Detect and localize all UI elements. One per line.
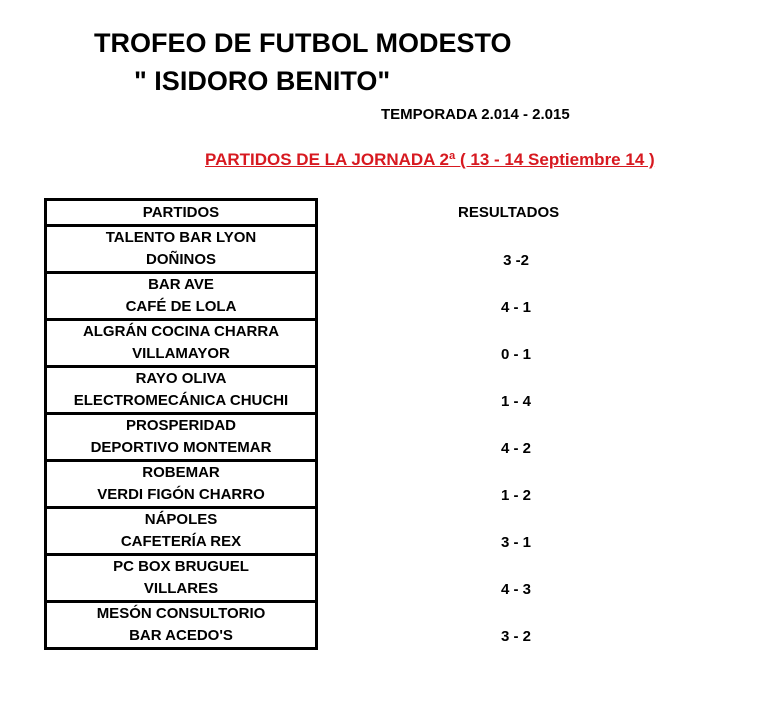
away-team: CAFETERÍA REX <box>120 533 242 550</box>
season-label: TEMPORADA 2.014 - 2.015 <box>381 106 570 123</box>
away-team: VERDI FIGÓN CHARRO <box>97 486 265 503</box>
page-title-line-1: TROFEO DE FUTBOL MODESTO <box>94 28 512 58</box>
match-score: 0 - 1 <box>500 346 531 363</box>
match-row <box>47 415 315 462</box>
home-team: ALGRÁN COCINA CHARRA <box>82 323 280 340</box>
matches-column-header: PARTIDOS <box>47 201 315 227</box>
away-team: VILLARES <box>143 580 219 597</box>
match-score: 4 - 3 <box>500 581 531 598</box>
match-score: 3 - 1 <box>500 534 531 551</box>
match-score: 1 - 4 <box>500 393 531 410</box>
away-team: BAR ACEDO'S <box>129 627 233 644</box>
match-score: 3 - 2 <box>500 628 531 645</box>
home-team: PROSPERIDAD <box>125 417 237 434</box>
match-row <box>47 274 315 321</box>
match-row <box>47 603 315 651</box>
match-score: 3 -2 <box>503 252 529 269</box>
home-team: PC BOX BRUGUEL <box>113 558 249 575</box>
match-score: 4 - 2 <box>500 440 531 457</box>
away-team: CAFÉ DE LOLA <box>125 298 237 315</box>
jornada-heading-container <box>205 150 717 170</box>
match-score: 1 - 2 <box>500 487 531 504</box>
results-column-header: RESULTADOS <box>458 204 560 221</box>
match-row <box>47 368 315 415</box>
match-row <box>47 321 315 368</box>
home-team: MESÓN CONSULTORIO <box>96 605 266 622</box>
page-title-line-2: " ISIDORO BENITO" <box>134 66 391 96</box>
jornada-heading: PARTIDOS DE LA JORNADA 2ª ( 13 - 14 Septiembre 14 ) <box>205 150 655 169</box>
match-row <box>47 227 315 274</box>
match-row <box>47 509 315 556</box>
match-row <box>47 462 315 509</box>
home-team: RAYO OLIVA <box>135 370 227 387</box>
match-row <box>47 556 315 603</box>
away-team: DEPORTIVO MONTEMAR <box>90 439 272 456</box>
home-team: NÁPOLES <box>144 511 218 528</box>
matches-table <box>44 198 318 650</box>
home-team: BAR AVE <box>148 276 214 293</box>
away-team: ELECTROMECÁNICA CHUCHI <box>73 392 289 409</box>
home-team: ROBEMAR <box>142 464 220 481</box>
away-team: VILLAMAYOR <box>132 345 230 362</box>
home-team: TALENTO BAR LYON <box>105 229 257 246</box>
match-score: 4 - 1 <box>500 299 531 316</box>
away-team: DOÑINOS <box>145 251 216 268</box>
